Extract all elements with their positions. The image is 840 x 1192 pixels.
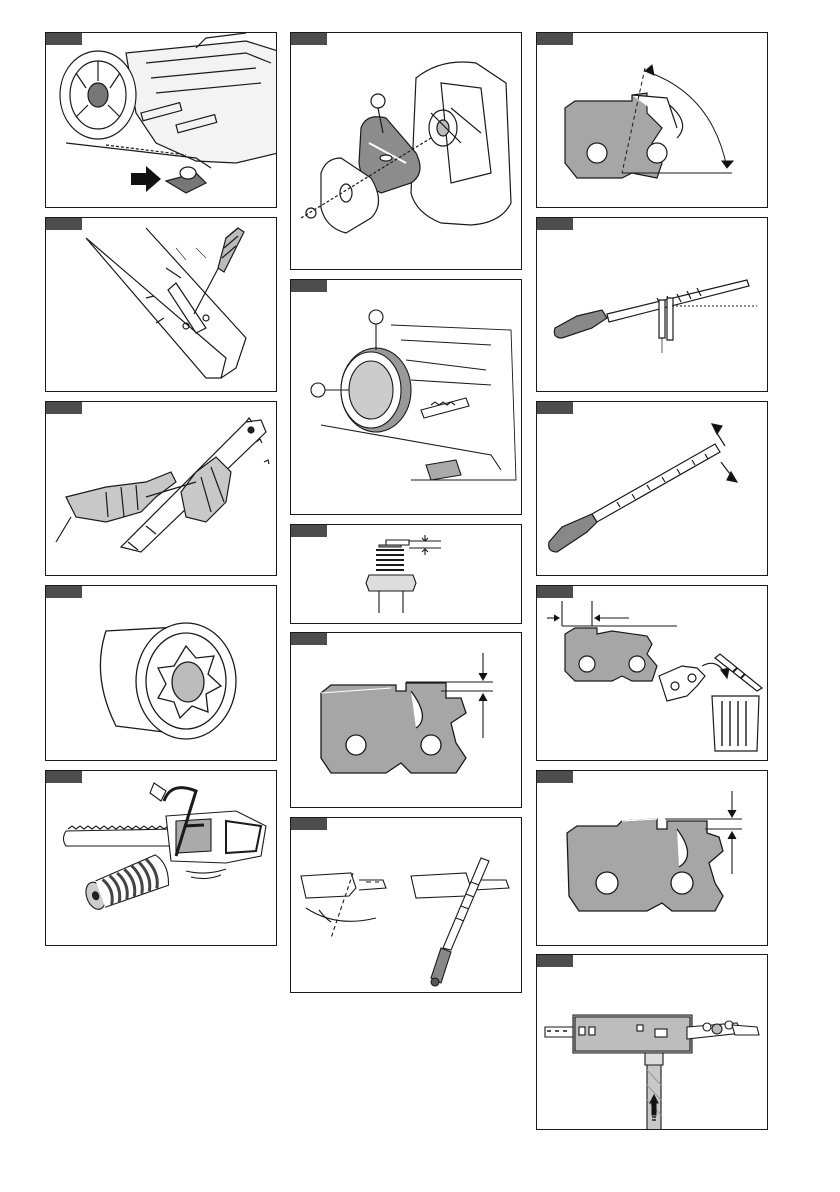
panel-chain-brake — [45, 32, 277, 208]
panel-top-plate-angle — [536, 32, 768, 208]
arrow-icon — [131, 166, 161, 192]
panel-chain-rivet-tool — [536, 954, 768, 1130]
clutch-drum-illustration — [291, 280, 522, 515]
file-angle-illustration — [291, 818, 522, 993]
chain-brake-illustration — [46, 33, 277, 208]
panel-spark-plug-gap — [290, 524, 522, 624]
worn-cutter-illustration — [537, 586, 768, 761]
panel-air-filter — [290, 32, 522, 270]
chainsaw-spring-illustration — [46, 771, 277, 946]
panel-round-file-diameter — [536, 401, 768, 576]
rim-sprocket-illustration — [46, 586, 277, 761]
panel-rim-sprocket — [45, 585, 277, 761]
depth-gauge-tooth-illustration — [537, 771, 768, 946]
panel-depth-gauge-height — [536, 770, 768, 946]
panel-worn-cutter-discard — [536, 585, 768, 761]
bar-cleaning-illustration — [46, 402, 277, 576]
panel-clutch-drum — [290, 279, 522, 515]
panel-file-angle — [290, 817, 522, 993]
round-file-illustration — [537, 402, 768, 576]
guide-bar-illustration — [46, 218, 277, 392]
cutter-tooth-illustration — [291, 633, 522, 808]
spark-plug-illustration — [291, 525, 522, 624]
file-holder-illustration — [537, 218, 768, 392]
air-filter-illustration — [291, 33, 522, 270]
panel-file-holder — [536, 217, 768, 392]
panel-anti-vibration — [45, 770, 277, 946]
panel-guide-bar-oil-hole — [45, 217, 277, 392]
chain-rivet-illustration — [537, 955, 768, 1130]
panel-guide-bar-cleaning — [45, 401, 277, 576]
panel-cutter-depth-gauge — [290, 632, 522, 808]
top-plate-angle-illustration — [537, 33, 768, 208]
